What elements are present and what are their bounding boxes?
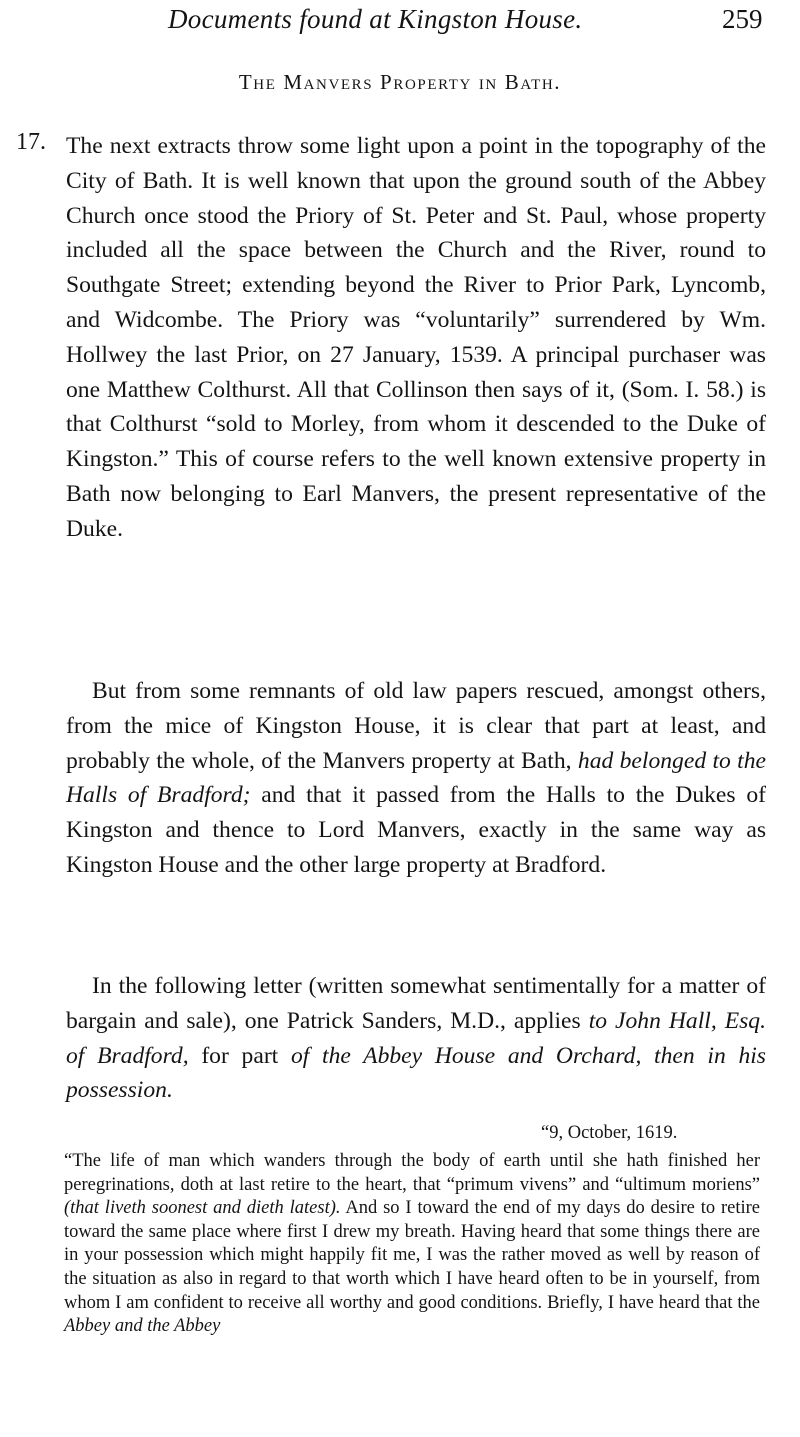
page-number: 259 — [722, 4, 763, 34]
running-title: Documents found at Kingston House. — [168, 4, 583, 34]
paragraph-2-italic: had belonged to the Halls of Bradford; — [66, 747, 766, 809]
paragraph-3-text-2: for part — [201, 1042, 279, 1069]
paragraph-2-text-after: and that it passed from the Halls to the Dukes of Kingston and thence to Lord Manvers, exactly in the same way as Kingston House and the other large property at Bradford. — [66, 782, 766, 878]
letter-text — [64, 1150, 760, 1339]
letter-text-2: And so I toward the end of my days do desire to retire toward the same place where first I drew my breath. Having heard that some things there are in your possession which might happily fit me, I was the rather moved as well by reason of the situation as also in regard to that worth which I have heard often to be in yourself, from whom I am confident to receive all worthy and good conditions. Briefly, I have heard that the — [64, 1198, 761, 1313]
paragraph-3-italic-1: to John Hall, Esq. of Bradford, — [66, 1007, 766, 1069]
paragraph-3-italic-2: of the Abbey House and Orchard, then in his possession. — [66, 1042, 766, 1104]
paragraph-2-text-before: But from some remnants of old law papers rescued, amongst others, from the mice of Kingston House, it is clear that part at least, and probably the whole, of the Manvers property at Bath, — [66, 678, 766, 774]
letter-italic-1: (that liveth soonest and dieth latest). — [64, 1198, 341, 1219]
letter-date: “9, October, 1619. — [541, 1123, 678, 1143]
paragraph-3 — [66, 969, 766, 1108]
letter-text-1: “The life of man which wanders through the body of earth until she hath finished her peregrinations, doth at last retire to the heart, that “primum vivens” and “ultimum moriens” — [64, 1151, 760, 1195]
letter-italic-2: Abbey and the Abbey — [64, 1316, 221, 1337]
paragraph-1-text: The next extracts throw some light upon a point in the topography of the City of Bath. It is well known that upon the ground south of the Abbey Church once stood the Priory of St. Peter and St. Paul, whose property included all the space between the Church and the River, round to Southgate Street; extending beyond the River to Prior Park, Lyncomb, and Widcombe. The Priory was “voluntarily” surrendered by Wm. Hollwey the last Prior, on 27 January, 1539. A principal purchaser was one Matthew Colthurst. All that Collinson then says of it, (Som. I. 58.) is that Colthurst “sold to Morley, from whom it descended to the Duke of Kingston.” This of course refers to the well known extensive property in Bath now belonging to Earl Manvers, the present representative of the Duke. — [66, 133, 766, 542]
paragraph-2 — [66, 674, 766, 883]
running-header — [0, 4, 800, 40]
section-heading: The Manvers Property in Bath. — [238, 70, 562, 94]
paragraph-3-text-1: In the following letter (written somewhat sentimentally for a matter of bargain and sale), one Patrick Sanders, M.D., applies — [66, 973, 766, 1034]
paragraph-1 — [66, 129, 766, 547]
paragraph-number: 17. — [16, 129, 46, 155]
